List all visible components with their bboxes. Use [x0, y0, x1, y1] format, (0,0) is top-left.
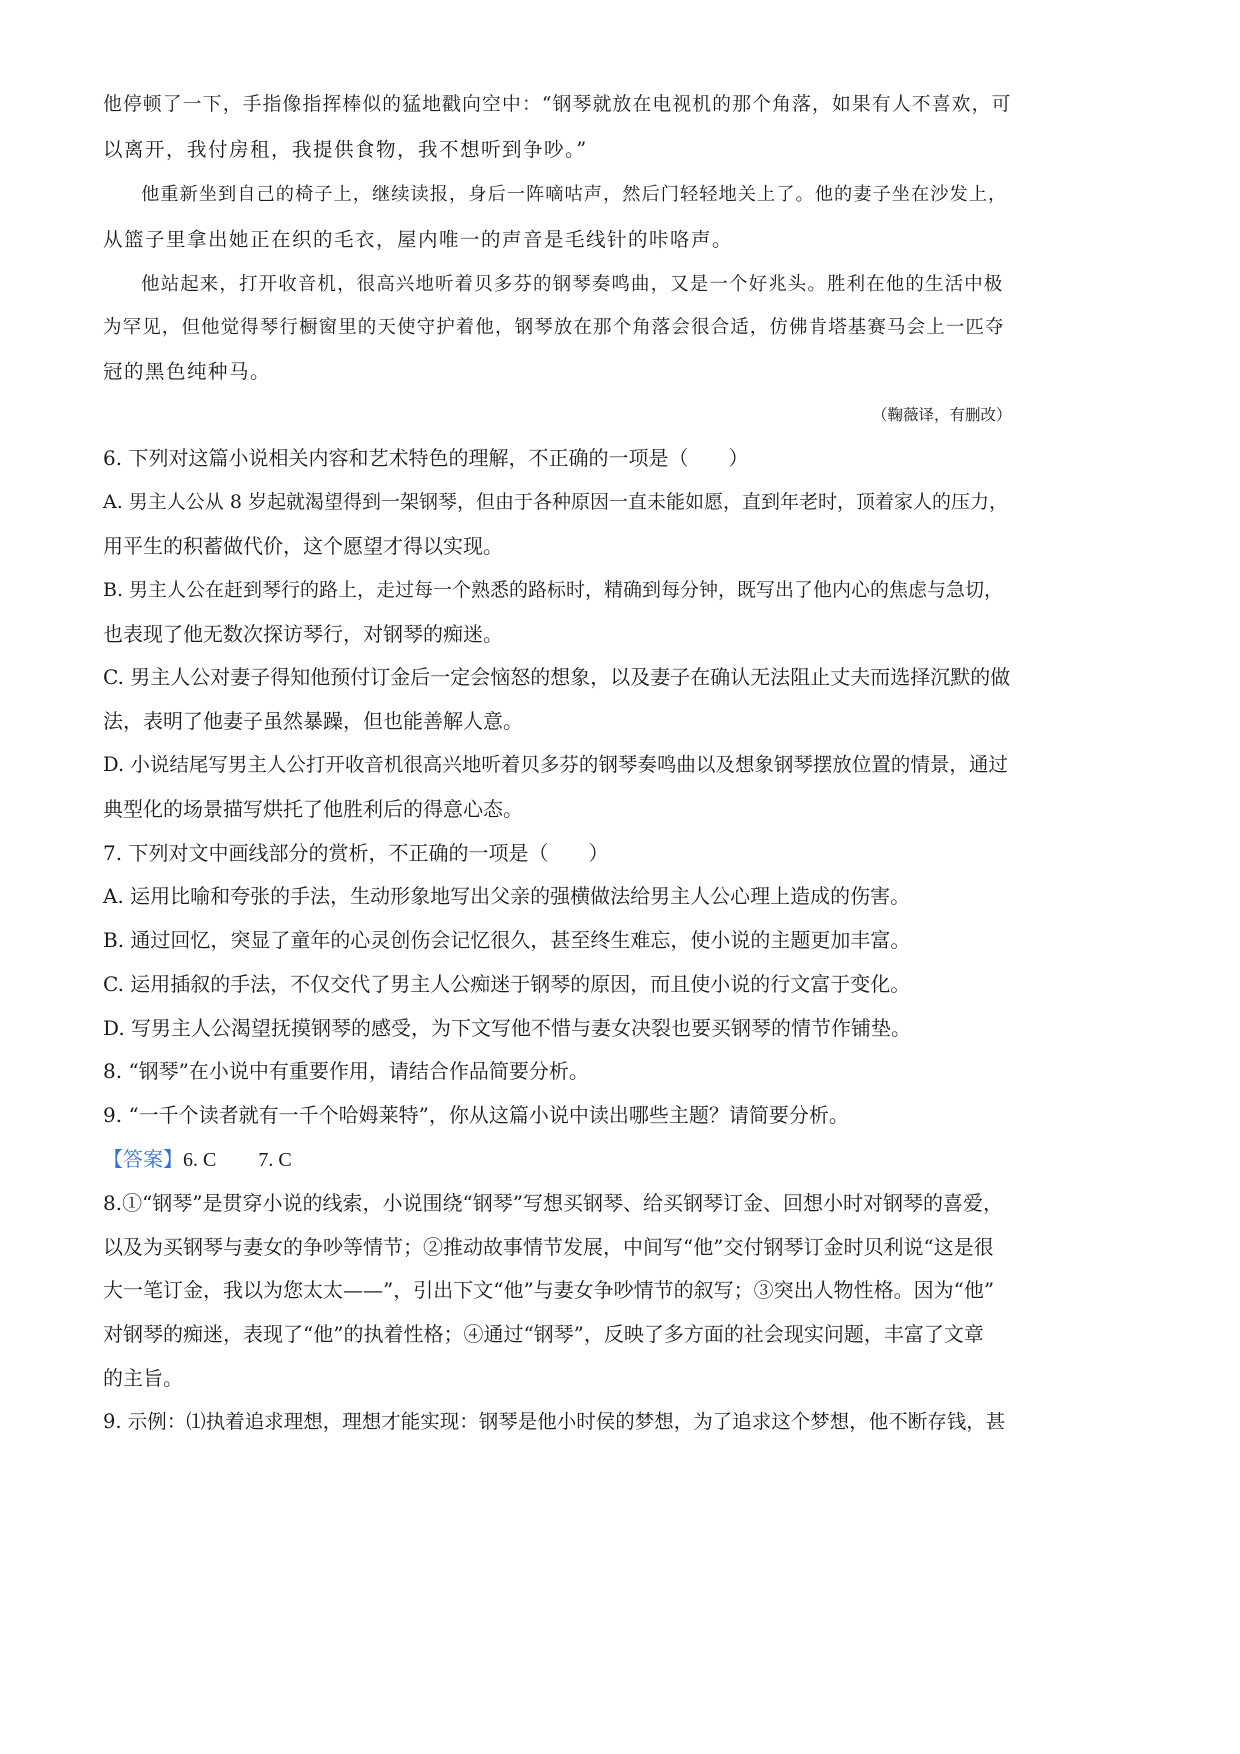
- question-7-stem: 7. 下列对文中画线部分的赏析，不正确的一项是（ ）: [103, 841, 609, 865]
- answer-8-line-5: 的主旨。: [103, 1366, 183, 1390]
- question-6-option-d-line-2: 典型化的场景描写烘托了他胜利后的得意心态。: [103, 797, 523, 821]
- answer-7: 7. C: [258, 1149, 292, 1171]
- question-7-option-c: C. 运用插叙的手法，不仅交代了男主人公痴迷于钢琴的原因，而且使小说的行文富于变化。: [103, 972, 911, 996]
- question-6-option-a-line-1: A. 男主人公从 8 岁起就渴望得到一架钢琴，但由于各种原因一直未能如愿，直到年老时，顶着家人的压力，: [103, 491, 1008, 513]
- question-6-option-b-line-1: B. 男主人公在赶到琴行的路上，走过每一个熟悉的路标时，精确到每分钟，既写出了他内心的焦虑与急切，: [103, 579, 1004, 601]
- answer-9-line-1: 9. 示例：⑴执着追求理想，理想才能实现：钢琴是他小时侯的梦想，为了追求这个梦想，他不断存钱，甚: [103, 1410, 1006, 1433]
- question-7-option-b: B. 通过回忆，突显了童年的心灵创伤会记忆很久，甚至终生难忘，使小说的主题更加丰富。: [103, 928, 911, 952]
- answer-8-line-3: 大一笔订金，我以为您太太——”，引出下文“他”与妻女争吵情节的叙写；③突出人物性格。因为“他”: [103, 1278, 995, 1302]
- story-paragraph-1-line-1: 他停顿了一下，手指像指挥棒似的猛地戳向空中：“钢琴就放在电视机的那个角落，如果有人不喜欢，可: [103, 94, 1012, 115]
- story-paragraph-2-line-1: 他重新坐到自己的椅子上，继续读报，身后一阵嘀咕声，然后门轻轻地关上了。他的妻子坐在沙发上，: [141, 184, 1008, 205]
- answer-tag: 【答案】: [103, 1147, 183, 1171]
- answer-8-line-4: 对钢琴的痴迷，表现了“他”的执着性格；④通过“钢琴”，反映了多方面的社会现实问题，丰富了文章: [103, 1322, 984, 1346]
- question-6-option-c-line-2: 法，表明了他妻子虽然暴躁，但也能善解人意。: [103, 709, 523, 733]
- question-6-stem: 6. 下列对这篇小说相关内容和艺术特色的理解，不正确的一项是（ ）: [103, 446, 749, 470]
- question-9-stem: 9. “一千个读者就有一千个哈姆莱特”，你从这篇小说中读出哪些主题？请简要分析。: [103, 1103, 849, 1127]
- story-paragraph-1-line-2: 以离开，我付房租，我提供食物，我不想听到争吵。”: [103, 138, 588, 161]
- answer-8-line-1: 8.①“钢琴”是贯穿小说的线索，小说围绕“钢琴”写想买钢琴、给买钢琴订金、回想小时对钢琴的喜爱，: [103, 1191, 1003, 1215]
- answer-6: 6. C: [183, 1149, 217, 1171]
- question-6-option-b-line-2: 也表现了他无数次探访琴行，对钢琴的痴迷。: [103, 622, 503, 646]
- question-7-option-d: D. 写男主人公渴望抚摸钢琴的感受，为下文写他不惜与妻女决裂也要买钢琴的情节作铺垫。: [103, 1016, 912, 1040]
- question-7-option-a: A. 运用比喻和夸张的手法，生动形象地写出父亲的强横做法给男主人公心理上造成的伤害。: [103, 884, 911, 908]
- question-8-stem: 8. “钢琴”在小说中有重要作用，请结合作品简要分析。: [103, 1059, 589, 1083]
- question-6-option-c-line-1: C. 男主人公对妻子得知他预付订金后一定会恼怒的想象，以及妻子在确认无法阻止丈夫而选择沉默的做: [103, 665, 1011, 689]
- story-paragraph-3-line-3: 冠的黑色纯种马。: [103, 360, 272, 383]
- story-paragraph-3-line-2: 为罕见，但他觉得琴行橱窗里的天使守护着他，钢琴放在那个角落会很合适，仿佛肯塔基赛马会上一匹夺: [103, 317, 1005, 338]
- question-6-option-d-line-1: D. 小说结尾写男主人公打开收音机很高兴地听着贝多芬的钢琴奏鸣曲以及想象钢琴摆放位置的情景，通过: [103, 753, 1008, 776]
- story-source-note: （鞠薇译，有删改）: [872, 406, 1012, 424]
- answer-8-line-2: 以及为买钢琴与妻女的争吵等情节；②推动故事情节发展，中间写“他”交付钢琴订金时贝利说“这是很: [103, 1235, 994, 1259]
- question-6-option-a-line-2: 用平生的积蓄做代价，这个愿望才得以实现。: [103, 534, 503, 558]
- answer-header: [103, 1144, 292, 1175]
- story-paragraph-3-line-1: 他站起来，打开收音机，很高兴地听着贝多芬的钢琴奏鸣曲，又是一个好兆头。胜利在他的生活中极: [141, 274, 1004, 295]
- story-paragraph-2-line-2: 从篮子里拿出她正在织的毛衣，屋内唯一的声音是毛线针的咔咯声。: [103, 228, 734, 251]
